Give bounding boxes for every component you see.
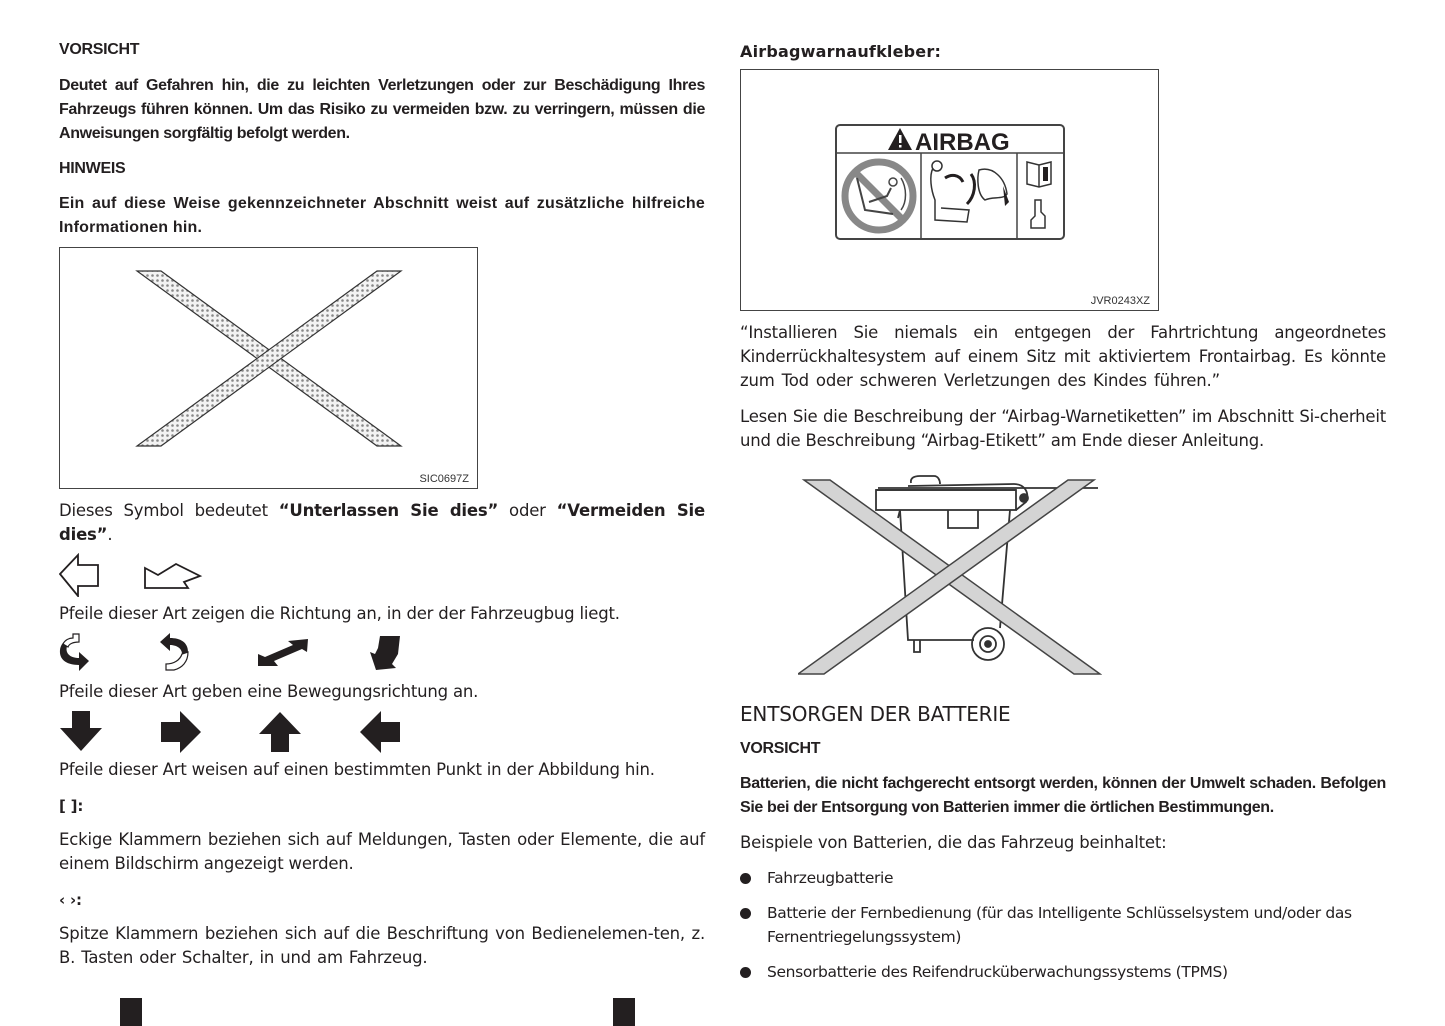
battery-caution-text: Batterien, die nicht fachgerecht entsorgt werden, können der Umwelt schaden. Befolgen Sie bei der Entsorgung von Batterien immer die örtlichen Bestimmungen. [740,775,1386,816]
arrow-up-icon [258,711,302,753]
arrow-left-icon [359,710,401,754]
outline-arrow-diagonal-icon [143,558,203,590]
airbag-warning-label-icon [741,70,1157,309]
prohibition-figure [59,247,478,489]
airbag-label-title: AIRBAG [915,129,1010,156]
symbol-text-middle: oder [498,501,557,520]
airbag-quote-text: “Installieren Sie niemals ein entgegen der Fahrtrichtung angeordnetes Kinderrückhaltesystem auf einem Sitz mit aktiviertem Frontairbag. Es könnte zum Tod oder schweren Verletzungen des Kindes führen.” [740,323,1386,390]
airbag-read-more-text: Lesen Sie die Beschreibung der “Airbag-Warnetiketten” im Abschnitt Si-cherheit und die Beschreibung “Airbag-Etikett” am Ende dieser Anleitung. [740,407,1386,450]
figure-code: SIC0697Z [419,473,469,485]
battery-list-item-text: Fahrzeugbatterie [767,869,894,887]
note-text: Ein auf diese Weise gekennzeichneter Abschnitt weist auf zusätzliche hilfreiche Informationen hin. [59,195,705,236]
bullet-icon [740,908,751,919]
prohibition-x-icon [60,248,476,487]
figure-code: JVR0243XZ [1090,295,1150,307]
battery-list-item [740,901,1386,949]
arrow-group-2-text: Pfeile dieser Art geben eine Bewegungsrichtung an. [59,682,479,701]
arrow-right-icon [160,710,202,754]
bullet-icon [740,967,751,978]
angle-brackets-text: Spitze Klammern beziehen sich auf die Beschriftung von Bedienelemen-ten, z. B. Tasten oder Schalter, in und am Fahrzeug. [59,924,705,967]
battery-list-item-text: Batterie der Fernbedienung (für das Intelligente Schlüsselsystem und/oder das Fernentriegelungssystem) [767,904,1352,946]
page-tab-marker [120,998,142,1026]
arrow-group-3-text: Pfeile dieser Art weisen auf einen bestimmten Punkt in der Abbildung hin. [59,760,655,779]
crossed-out-wheelie-bin-icon [798,468,1102,682]
square-brackets-text: Eckige Klammern beziehen sich auf Meldungen, Tasten oder Elemente, die auf einem Bildschirm angezeigt werden. [59,830,705,873]
battery-examples-intro: Beispiele von Batterien, die das Fahrzeug beinhaltet: [740,833,1167,852]
double-arrow-diagonal-icon [257,638,309,668]
square-brackets-label: [ ]: [59,797,84,815]
arrow-down-icon [59,710,103,752]
arrow-group-1-text: Pfeile dieser Art zeigen die Richtung an, in der der Fahrzeugbug liegt. [59,604,620,623]
symbol-text-suffix: . [107,525,113,544]
angle-brackets-label: ‹ ›: [59,891,82,909]
battery-caution-heading: VORSICHT [740,740,821,757]
symbol-text-bold-2: “Vermeiden Sie dies” [59,501,706,544]
symbol-description [59,499,705,547]
battery-list-item [740,866,1386,890]
section-title: ENTSORGEN DER BATTERIE [740,702,1011,726]
caution-heading: VORSICHT [59,41,140,58]
symbol-text-prefix: Dieses Symbol bedeutet [59,501,279,520]
caution-text: Deutet auf Gefahren hin, die zu leichten Verletzungen oder zur Beschädigung Ihres Fahrzeugs führen können. Um das Risiko zu vermeiden bzw. zu verringern, müssen die Anweisungen sorgfältig befolgt werden. [59,77,705,142]
outline-arrow-left-icon [59,553,101,597]
curved-arrow-down-right-icon [59,632,91,672]
page-tab-marker [613,998,635,1026]
battery-list-item [740,960,1386,984]
airbag-label-heading: Airbagwarnaufkleber: [740,42,942,61]
battery-list-item-text: Sensorbatterie des Reifendrucküberwachungssystems (TPMS) [767,963,1228,981]
curved-arrow-up-left-icon [158,632,190,672]
symbol-text-bold-1: “Unterlassen Sie dies” [278,501,499,520]
airbag-label-figure [740,69,1159,311]
bent-arrow-down-icon [368,634,404,672]
bullet-icon [740,873,751,884]
note-heading: HINWEIS [59,160,126,177]
